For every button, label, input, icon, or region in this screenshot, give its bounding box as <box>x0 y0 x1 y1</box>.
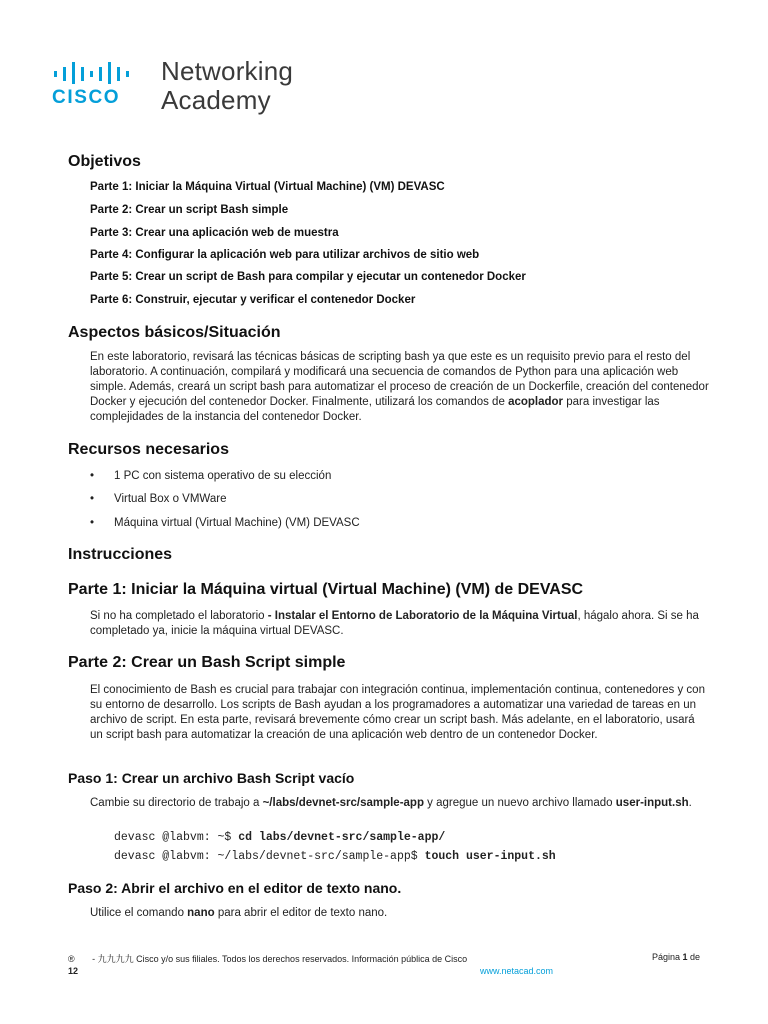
instructions-heading: Instrucciones <box>68 546 173 563</box>
objective-item: Parte 4: Configurar la aplicación web para utilizar archivos de sitio web <box>90 249 480 261</box>
cisco-bars-icon <box>52 62 136 84</box>
cisco-wordmark: CISCO <box>52 87 121 108</box>
resource-item: • Virtual Box o VMWare <box>90 493 227 505</box>
objective-item: Parte 5: Crear un script de Bash para compilar y ejecutar un contenedor Docker <box>90 271 526 283</box>
part2-heading: Parte 2: Crear un Bash Script simple <box>68 654 346 671</box>
objective-item: Parte 6: Construir, ejecutar y verificar el contenedor Docker <box>90 294 416 306</box>
part1-paragraph: Si no ha completado el laboratorio - Instalar el Entorno de Laboratorio de la Máquina Virtual, hágalo ahora. Si se ha completado ya, inicie la máquina virtual DEVASC. <box>90 610 699 637</box>
background-heading: Aspectos básicos/Situación <box>68 324 281 341</box>
resources-heading: Recursos necesarios <box>68 441 229 458</box>
footer-copyright: ® - 九九九九 Cisco y/o sus filiales. Todos los derechos reservados. Información pública de Cisco <box>68 954 468 964</box>
objective-item: Parte 2: Crear un script Bash simple <box>90 204 289 216</box>
logo-academy: Academy <box>161 85 271 115</box>
resource-item: • Máquina virtual (Virtual Machine) (VM) DEVASC <box>90 517 360 529</box>
step2-paragraph: Utilice el comando nano para abrir el editor de texto nano. <box>90 907 388 919</box>
step1-heading: Paso 1: Crear un archivo Bash Script vacío <box>68 770 355 786</box>
objective-item: Parte 3: Crear una aplicación web de muestra <box>90 227 339 239</box>
part2-paragraph: El conocimiento de Bash es crucial para trabajar con integración continua, implementación continua, contenedores y con su entorno de desarrollo. Los scripts de Bash ayudan a los programadores a automatizar una variedad de tareas en un archivo de script. En esta parte, revisará brevemente cómo crear un script bash. Más adelante, en el laboratorio, usará un script bash para automatizar la creación de una aplicación web dentro de un contenedor Docker. <box>90 684 705 741</box>
background-paragraph: En este laboratorio, revisará las técnicas básicas de scripting bash ya que este es un requisito previo para el resto del laboratorio. A continuación, compilará y modificará una secuencia de comandos de Python para una aplicación web simple. Además, creará un script bash para automatizar el proceso de creación de un Dockerfile, creación del contenedor Docker y ejecución del contenedor Docker. Finalmente, utilizará los comandos de acoplador para investigar las complejidades de la instancia del contenedor Docker. <box>90 351 709 423</box>
logo-networking: Networking <box>161 56 294 86</box>
objectives-heading: Objetivos <box>68 153 141 170</box>
footer-page-total: 12 <box>68 966 79 976</box>
code-line: devasc @labvm: ~$ cd labs/devnet-src/sample-app/ <box>114 831 446 844</box>
code-line: devasc @labvm: ~/labs/devnet-src/sample-app$ touch user-input.sh <box>114 850 556 863</box>
part1-heading: Parte 1: Iniciar la Máquina virtual (Virtual Machine) (VM) de DEVASC <box>68 581 584 598</box>
objective-item: Parte 1: Iniciar la Máquina Virtual (Virtual Machine) (VM) DEVASC <box>90 181 445 193</box>
netacad-link[interactable]: www.netacad.com <box>480 966 554 976</box>
step1-paragraph: Cambie su directorio de trabajo a ~/labs/devnet-src/sample-app y agregue un nuevo archivo llamado user-input.sh. <box>90 797 692 809</box>
footer-page: Página 1 de <box>651 952 700 962</box>
step2-heading: Paso 2: Abrir el archivo en el editor de texto nano. <box>68 880 402 896</box>
cisco-networking-academy-logo <box>52 56 312 118</box>
resource-item: • 1 PC con sistema operativo de su elección <box>90 470 332 482</box>
